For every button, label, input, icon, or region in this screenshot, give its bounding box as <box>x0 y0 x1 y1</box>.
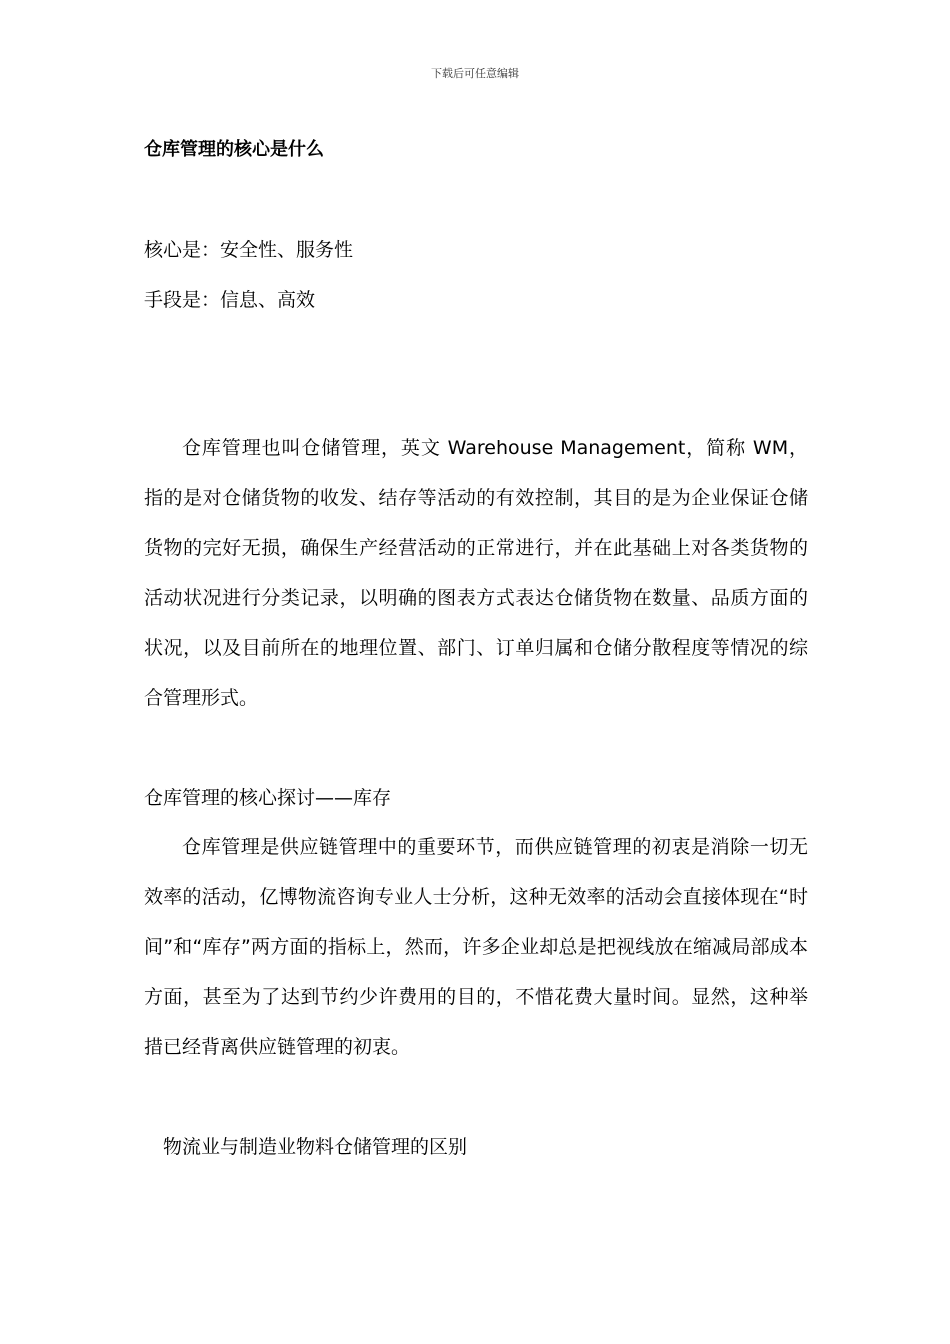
section-heading-inventory: 仓库管理的核心探讨——库存 <box>144 787 392 809</box>
page-title: 仓库管理的核心是什么 <box>144 139 324 160</box>
body-paragraph-inventory: 仓库管理是供应链管理中的重要环节，而供应链管理的初衷是消除一切无效率的活动，亿博物流咨询专业人士分析，这种无效率的活动会直接体现在“时间”和“库存”两方面的指标上，然而，许多企业却总是把视线放在缩减局部成本方面，甚至为了达到节约少许费用的目的，不惜花费大量时间。显然，这种举措已经背离供应链管理的初衷。 <box>144 836 808 1058</box>
body-paragraph-intro: 仓库管理也叫仓储管理，英文 Warehouse Management，简称 WM，指的是对仓储货物的收发、结存等活动的有效控制，其目的是为企业保证仓储货物的完好无损，确保生产经营活动的正常进行，并在此基础上对各类货物的活动状况进行分类记录，以明确的图表方式表达仓储货物在数量、品质方面的状况，以及目前所在的地理位置、部门、订单归属和仓储分散程度等情况的综合管理形式。 <box>144 437 808 709</box>
means-line: 手段是：信息、高效 <box>144 289 316 311</box>
core-line: 核心是：安全性、服务性 <box>144 239 354 261</box>
section-heading-difference: 物流业与制造业物料仓储管理的区别 <box>163 1136 468 1158</box>
page-header-note: 下载后可任意编辑 <box>431 67 519 80</box>
